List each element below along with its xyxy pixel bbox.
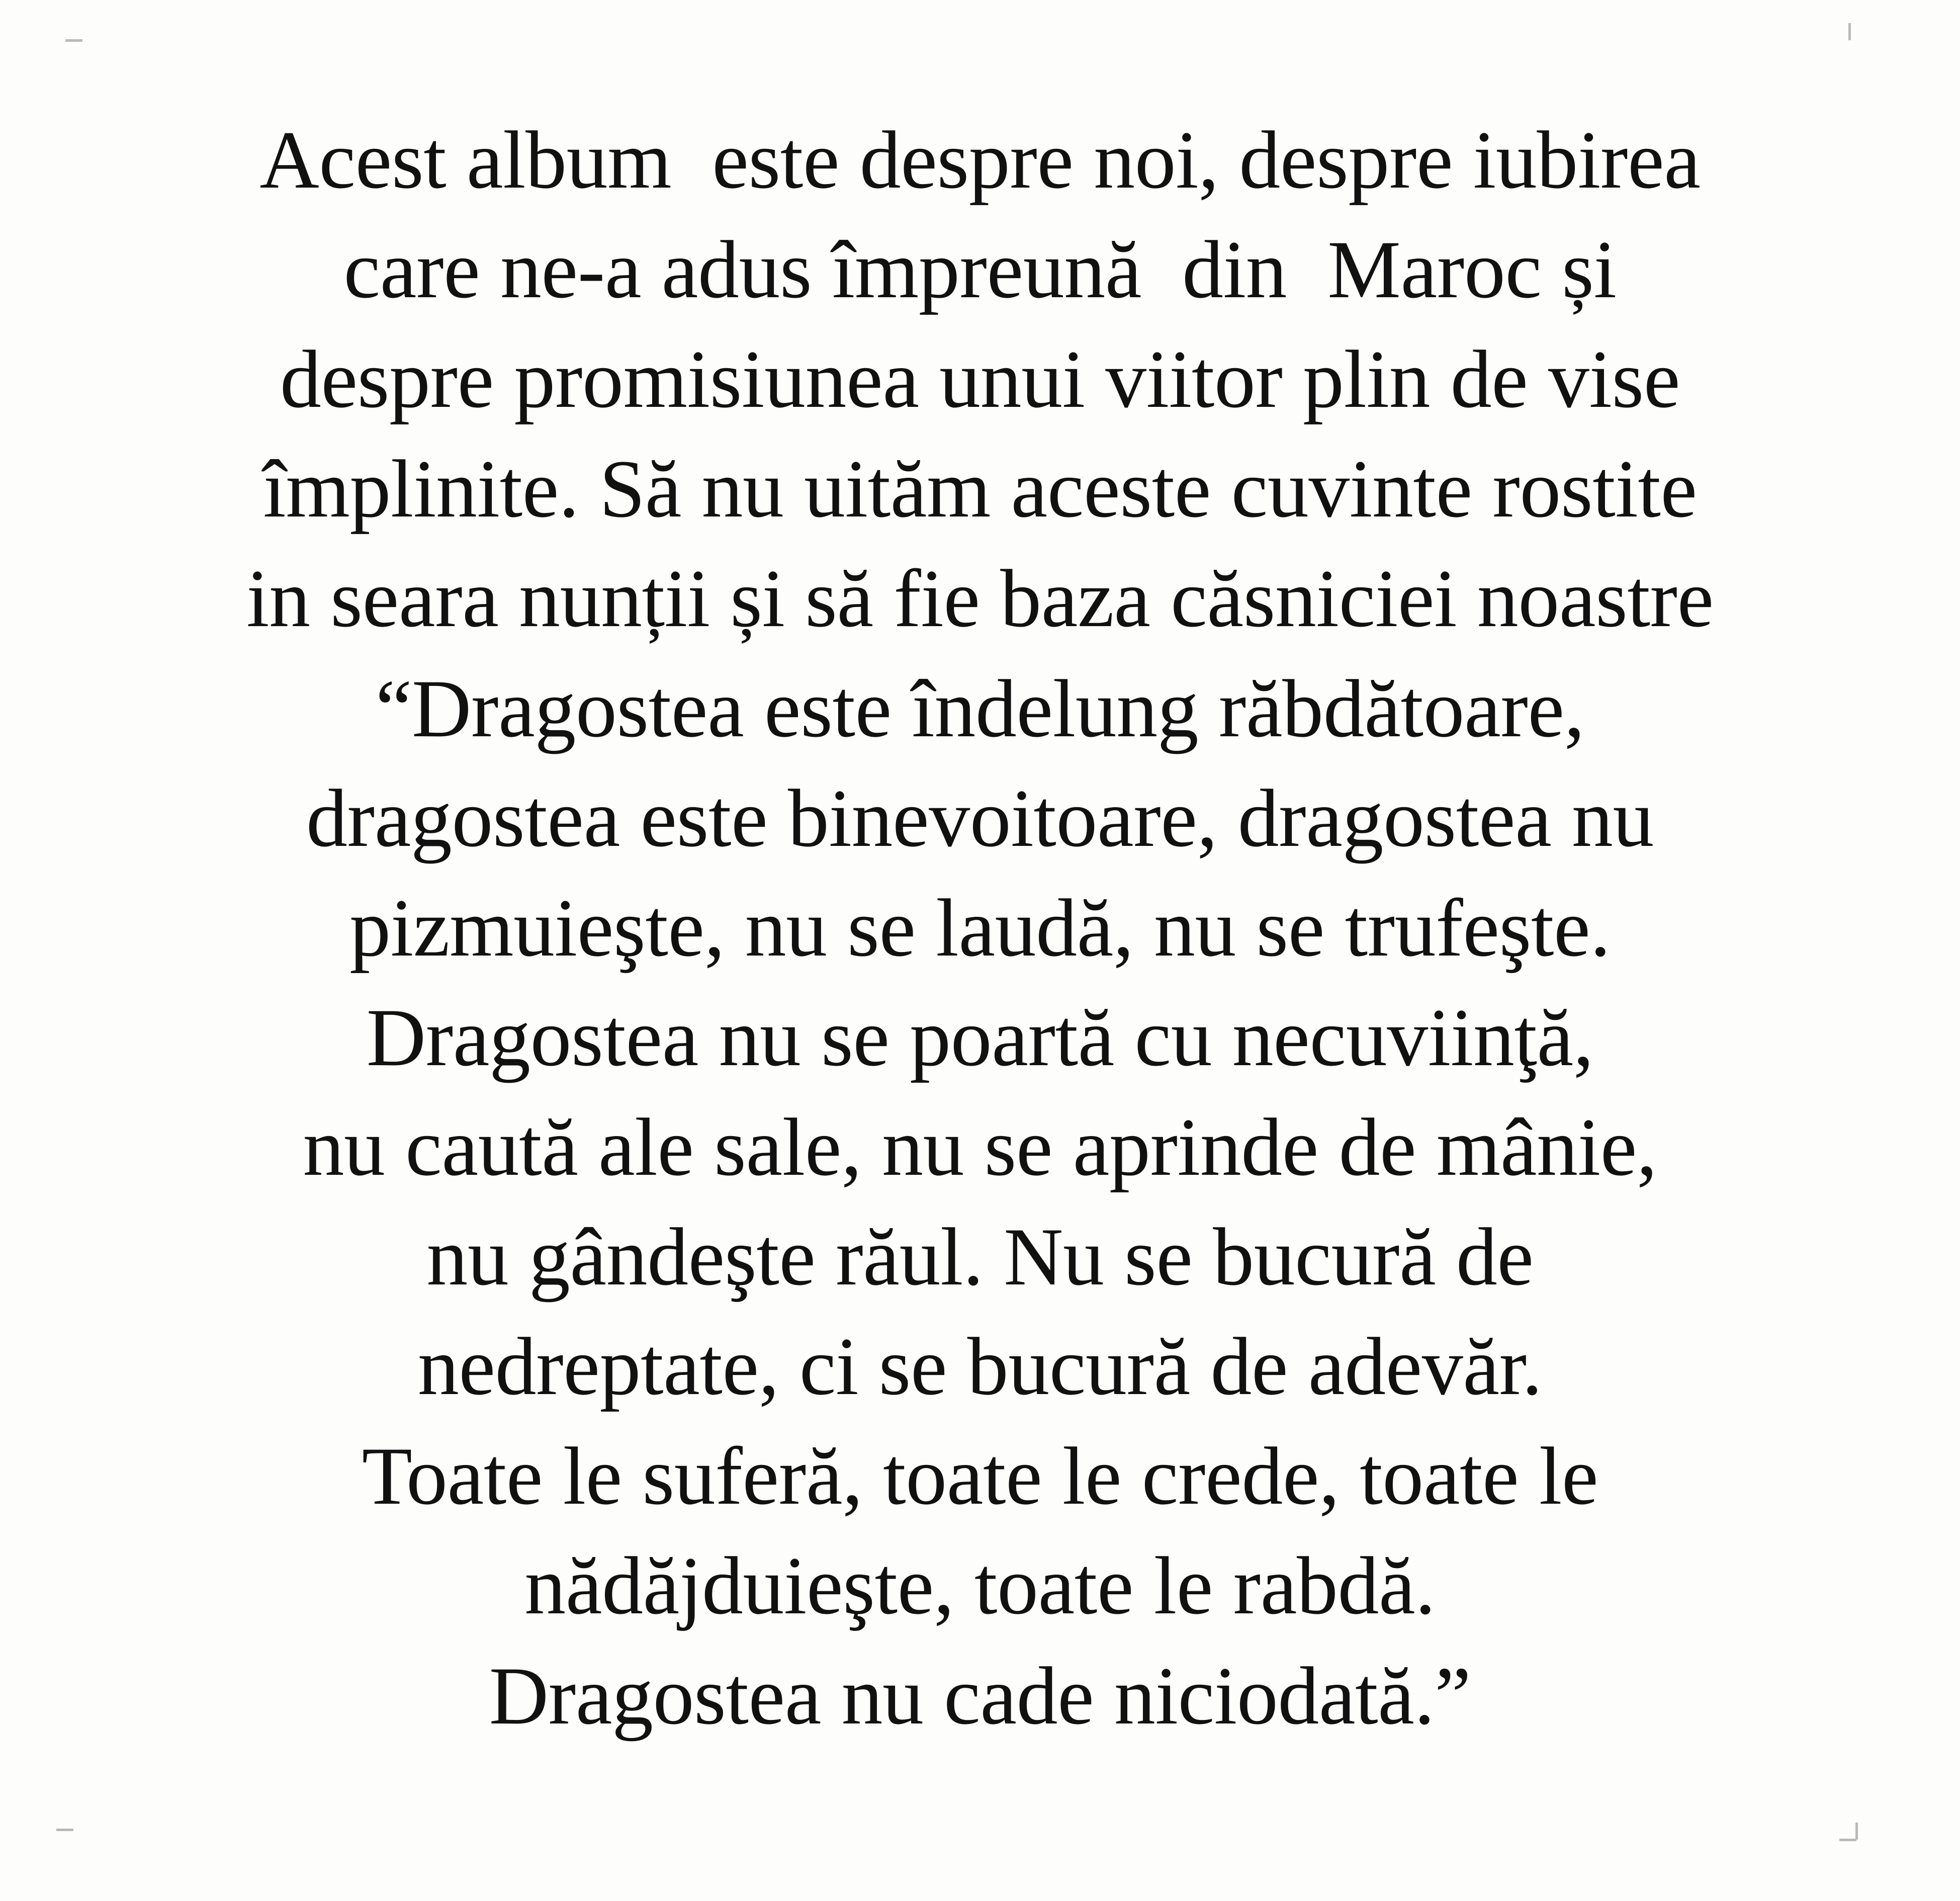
text-line: nu gândeşte răul. Nu se bucură de xyxy=(426,1212,1534,1303)
text-line: nedreptate, ci se bucură de adevăr. xyxy=(417,1321,1543,1413)
crop-mark-bottom-right-vertical-icon xyxy=(1855,1823,1858,1840)
crop-mark-bottom-right-horizontal-icon xyxy=(1839,1839,1856,1841)
text-line: despre promisiunea unui viitor plin de vise xyxy=(280,334,1680,425)
crop-mark-bottom-left-icon xyxy=(56,1829,73,1831)
album-dedication-text xyxy=(0,106,1960,1751)
text-line: Toate le suferă, toate le crede, toate le xyxy=(362,1431,1598,1522)
text-line: “Dragostea este îndelung răbdătoare, xyxy=(375,663,1585,754)
text-line: nădăjduieşte, toate le rabdă. xyxy=(524,1540,1436,1632)
text-line: împlinite. Să nu uităm aceste cuvinte rostite xyxy=(263,444,1697,535)
crop-mark-top-left-icon xyxy=(65,39,82,42)
text-line: pizmuieşte, nu se laudă, nu se trufeşte. xyxy=(349,882,1611,974)
text-line: Dragostea nu cade niciodată.” xyxy=(489,1650,1471,1742)
text-line: nu caută ale sale, nu se aprinde de mânie, xyxy=(303,1101,1657,1193)
text-line: Acest album este despre noi, despre iubirea xyxy=(259,115,1701,206)
text-line: dragostea este binevoitoare, dragostea nu xyxy=(306,772,1654,864)
crop-mark-top-right-icon xyxy=(1848,23,1851,40)
text-line: care ne-a adus împreună din Maroc și xyxy=(343,224,1617,316)
text-line: Dragostea nu se poartă cu necuviinţă, xyxy=(366,992,1594,1083)
text-line: in seara nunții și să fie baza căsniciei noastre xyxy=(246,553,1714,645)
